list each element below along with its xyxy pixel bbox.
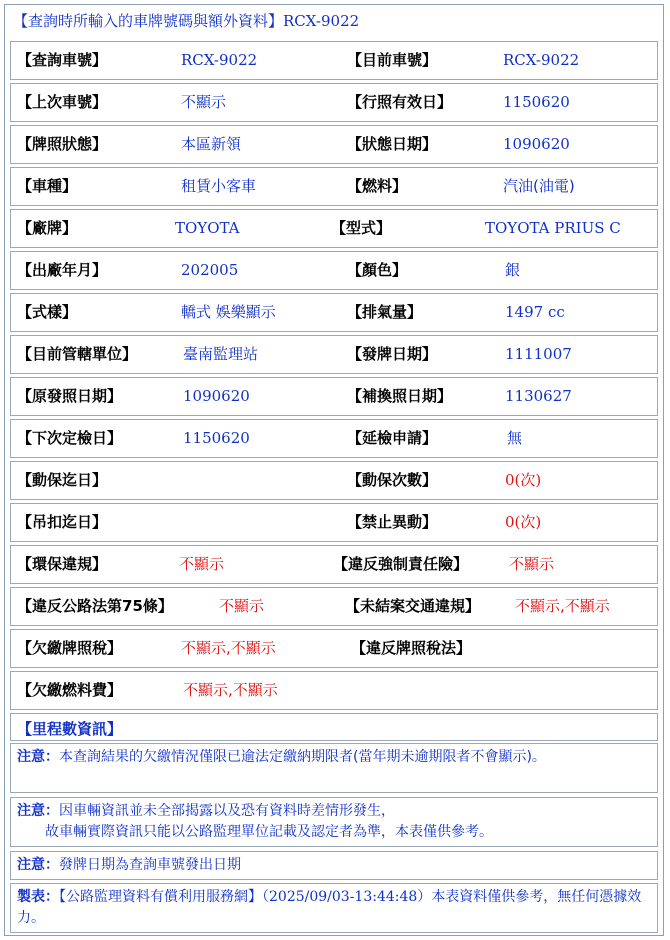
label-open-traffic-violations: 【未結案交通違規】 [345, 597, 481, 615]
note-arrears-label: 注意： [17, 749, 59, 765]
row-plate-numbers [10, 41, 658, 80]
label-highway-act-violation: 【違反公路法第75條】 [17, 597, 173, 615]
value-unpaid-license-tax: 不顯示,不顯示 [181, 639, 276, 657]
value-fuel: 汽油(油電) [503, 177, 575, 195]
row-jurisdiction [10, 335, 658, 374]
row-suspension-expiry [10, 503, 658, 542]
value-original-issue-date: 1090620 [183, 387, 250, 405]
row-lien-expiry [10, 461, 658, 500]
label-query-plate: 【查詢車號】 [17, 51, 108, 69]
label-brand: 【廠牌】 [17, 219, 78, 237]
footer-source: 【公路監理資料有償利用服務網】 [59, 889, 262, 905]
value-license-expiry: 1150620 [503, 93, 570, 111]
row-environment-violation [10, 545, 658, 584]
row-original-issue-date [10, 377, 658, 416]
row-next-inspection [10, 419, 658, 458]
header-title: 【查詢時所輸入的車牌號碼與額外資料】 [13, 12, 284, 30]
value-plate-status: 本區新領 [181, 135, 242, 153]
value-transfer-ban: 0(次) [505, 513, 542, 531]
value-jurisdiction: 臺南監理站 [183, 345, 259, 363]
note-arrears [10, 743, 658, 793]
label-transfer-ban: 【禁止異動】 [347, 513, 438, 531]
label-fuel: 【燃料】 [347, 177, 408, 195]
row-body-style [10, 293, 658, 332]
label-body-style: 【式樣】 [17, 303, 78, 321]
footer-timestamp: （2025/09/03-13:44:48） [262, 889, 432, 905]
label-issue-date: 【發牌日期】 [347, 345, 438, 363]
label-previous-plate: 【上次車號】 [17, 93, 108, 111]
label-lien-expiry: 【動保迄日】 [17, 471, 108, 489]
value-manufacture-date: 202005 [181, 261, 239, 279]
value-lien-count: 0(次) [505, 471, 542, 489]
note-issue-date-label: 注意： [17, 857, 59, 873]
value-status-date: 1090620 [503, 135, 570, 153]
value-model: TOYOTA PRIUS C [485, 219, 621, 237]
label-color: 【顏色】 [347, 261, 408, 279]
label-reissue-date: 【補換照日期】 [347, 387, 453, 405]
note-disclaimer-text-2: 故車輛實際資訊只能以公路監理單位記載及認定者為準，本表僅供參考。 [45, 824, 493, 840]
label-license-tax-violation: 【違反牌照稅法】 [351, 639, 472, 657]
label-vehicle-type: 【車種】 [17, 177, 78, 195]
label-displacement: 【排氣量】 [347, 303, 423, 321]
value-insurance-violation: 不顯示 [509, 555, 555, 573]
label-original-issue-date: 【原發照日期】 [17, 387, 123, 405]
label-lien-count: 【動保次數】 [347, 471, 438, 489]
footer-label: 製表： [17, 889, 59, 905]
note-issue-date [10, 851, 658, 880]
label-environment-violation: 【環保違規】 [17, 555, 108, 573]
report-footer [10, 883, 658, 933]
value-previous-plate: 不顯示 [181, 93, 227, 111]
mileage-section [10, 713, 658, 741]
vehicle-report [4, 4, 664, 936]
row-previous-plate [10, 83, 658, 122]
value-color: 銀 [505, 261, 521, 279]
label-plate-status: 【牌照狀態】 [17, 135, 108, 153]
footer-text: 本表資料僅供參考，無任何憑據效力。 [17, 889, 642, 926]
note-disclaimer-text-1: 因車輛資訊並未全部揭露以及恐有資料時差情形發生， [59, 803, 395, 819]
label-unpaid-fuel-fee: 【欠繳燃料費】 [17, 681, 123, 699]
label-status-date: 【狀態日期】 [347, 135, 438, 153]
label-license-expiry: 【行照有效日】 [347, 93, 453, 111]
label-unpaid-license-tax: 【欠繳牌照稅】 [17, 639, 123, 657]
note-disclaimer-line-2 [17, 822, 651, 843]
value-environment-violation: 不顯示 [179, 555, 225, 573]
value-open-traffic-violations: 不顯示,不顯示 [515, 597, 610, 615]
row-highway-act-violation [10, 587, 658, 626]
value-next-inspection: 1150620 [183, 429, 250, 447]
value-issue-date: 1111007 [505, 345, 572, 363]
note-disclaimer-label: 注意： [17, 803, 59, 819]
value-highway-act-violation: 不顯示 [219, 597, 265, 615]
note-disclaimer-line-1 [17, 801, 651, 822]
note-arrears-text: 本查詢結果的欠繳情況僅限已逾法定繳納期限者(當年期未逾期限者不會顯示)。 [59, 749, 546, 765]
label-insurance-violation: 【違反強制責任險】 [333, 555, 469, 573]
label-jurisdiction: 【目前管轄單位】 [17, 345, 138, 363]
value-vehicle-type: 租賃小客車 [181, 177, 257, 195]
note-disclaimer [10, 797, 658, 847]
label-next-inspection: 【下次定檢日】 [17, 429, 123, 447]
label-manufacture-date: 【出廠年月】 [17, 261, 108, 279]
value-query-plate: RCX-9022 [181, 51, 258, 69]
row-brand [10, 209, 658, 248]
value-body-style: 轎式 娛樂顯示 [181, 303, 276, 321]
value-unpaid-fuel-fee: 不顯示,不顯示 [183, 681, 278, 699]
value-reissue-date: 1130627 [505, 387, 572, 405]
row-manufacture-date [10, 251, 658, 290]
label-model: 【型式】 [331, 219, 392, 237]
header-plate: RCX-9022 [283, 12, 360, 30]
row-vehicle-type [10, 167, 658, 206]
row-plate-status [10, 125, 658, 164]
label-current-plate: 【目前車號】 [347, 51, 438, 69]
label-suspension-expiry: 【吊扣迄日】 [17, 513, 108, 531]
row-unpaid-license-tax [10, 629, 658, 668]
value-brand: TOYOTA [175, 219, 240, 237]
value-displacement: 1497 cc [505, 303, 565, 321]
mileage-title: 【里程數資訊】 [17, 720, 123, 738]
label-inspection-extension: 【延檢申請】 [347, 429, 438, 447]
report-header [5, 5, 663, 38]
value-inspection-extension: 無 [507, 429, 523, 447]
note-issue-date-text: 發牌日期為查詢車號發出日期 [59, 857, 241, 873]
value-current-plate: RCX-9022 [503, 51, 580, 69]
row-unpaid-fuel-fee [10, 671, 658, 710]
